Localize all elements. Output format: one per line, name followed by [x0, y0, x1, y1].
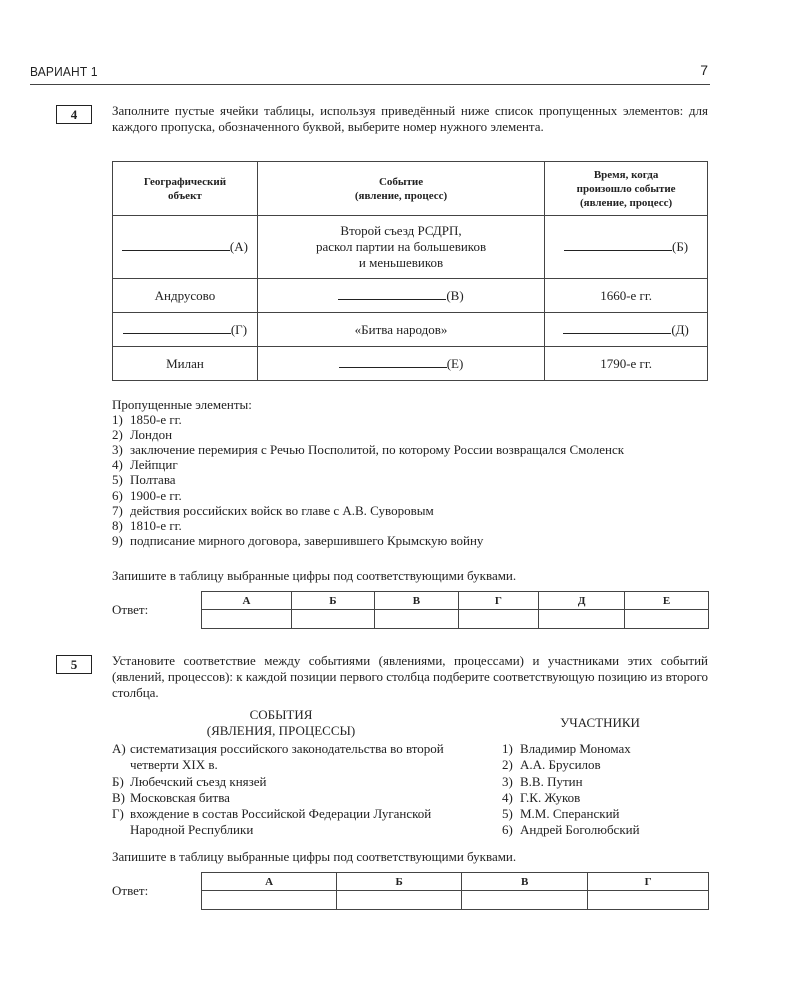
gap-letter: (Г) — [230, 321, 248, 337]
list-item — [112, 806, 447, 839]
item-number: 6) — [502, 822, 513, 838]
answer-letter: В — [375, 592, 459, 610]
gap-letter: (Д) — [671, 321, 689, 337]
item-number: 2) — [112, 427, 123, 443]
task-4-answer-table — [201, 591, 709, 629]
header-time — [545, 162, 708, 216]
header-divider — [30, 84, 710, 85]
variant-title: ВАРИАНТ 1 — [30, 64, 98, 79]
item-number: 5) — [112, 472, 123, 488]
task-4-number-box: 4 — [56, 105, 92, 124]
answer-cell-g[interactable] — [588, 891, 709, 910]
cell-time-gap-d[interactable] — [545, 313, 708, 347]
answer-letter: Д — [539, 592, 625, 610]
item-text: 1850-е гг. — [130, 412, 182, 428]
answer-cell-v[interactable] — [462, 891, 588, 910]
header-line: (явление, процесс) — [579, 196, 673, 209]
header-line: (явление, процесс) — [354, 189, 448, 202]
item-text: заключение перемирия с Речью Посполитой, по которому России возвращался Смоленск — [130, 442, 625, 458]
answer-cell-d[interactable] — [539, 610, 625, 629]
answer-letter: Б — [291, 592, 374, 610]
task-5-number-box: 5 — [56, 655, 92, 674]
task-4-answer-label: Ответ: — [112, 602, 149, 617]
cell-time: 1790-е гг. — [545, 347, 708, 381]
cell-place: Андрусово — [113, 279, 258, 313]
item-number: 4) — [112, 457, 123, 473]
item-number: 9) — [112, 532, 123, 548]
cell-time: 1660-е гг. — [545, 279, 708, 313]
item-text: М.М. Сперанский — [520, 806, 620, 822]
item-text: Лондон — [130, 427, 173, 443]
list-item — [502, 757, 712, 773]
item-number: 1) — [112, 412, 123, 428]
list-item — [502, 774, 712, 790]
header-geo-object — [113, 162, 258, 216]
table-row — [113, 216, 708, 279]
table-row — [113, 347, 708, 381]
gap-letter: (Е) — [446, 355, 464, 371]
cell-event: «Битва народов» — [257, 313, 544, 347]
task-4-instruction: Заполните пустые ячейки таблицы, используя приведённый ниже список пропущенных элементов: для каждого пропуска, обозначенного буквой, выберите номер нужного элемента. — [112, 103, 708, 134]
item-text: действия российских войск во главе с А.В. Суворовым — [130, 502, 434, 518]
item-text: систематизация российского законодательства во второй четверти XIX в. — [130, 741, 444, 773]
event-line: раскол партии на большевиков — [315, 239, 487, 254]
events-column-header — [112, 707, 450, 739]
participants-list — [502, 741, 712, 839]
item-number: 1) — [502, 741, 513, 756]
events-list — [112, 741, 447, 839]
list-item — [502, 790, 712, 806]
item-number: 3) — [112, 442, 123, 458]
page-number: 7 — [700, 62, 708, 78]
item-text: Полтава — [130, 472, 176, 488]
list-item — [112, 518, 708, 533]
header-line: Географический — [143, 175, 227, 188]
missing-elements-list — [112, 397, 708, 548]
answer-letter: Б — [337, 873, 462, 891]
item-text: Московская битва — [130, 789, 230, 805]
header-line: Событие — [378, 175, 424, 188]
list-item — [112, 503, 708, 518]
cell-event — [257, 216, 544, 279]
item-number: 7) — [112, 502, 123, 518]
cell-place-gap-g[interactable] — [113, 313, 258, 347]
item-text: 1810-е гг. — [130, 517, 182, 533]
item-number: 3) — [502, 773, 513, 789]
task-4-write-instruction: Запишите в таблицу выбранные цифры под соответствующими буквами. — [112, 568, 517, 583]
list-item — [112, 774, 447, 790]
task-5-write-instruction: Запишите в таблицу выбранные цифры под соответствующими буквами. — [112, 849, 517, 864]
answer-letter: Г — [458, 592, 538, 610]
missing-elements-title: Пропущенные элементы: — [112, 397, 252, 412]
header-line: (ЯВЛЕНИЯ, ПРОЦЕССЫ) — [206, 723, 356, 738]
answer-letter: А — [202, 873, 337, 891]
list-item — [502, 741, 712, 757]
answer-letter: А — [202, 592, 292, 610]
header-line: СОБЫТИЯ — [249, 707, 313, 722]
answer-cell-a[interactable] — [202, 891, 337, 910]
cell-place: Милан — [113, 347, 258, 381]
table-row — [113, 279, 708, 313]
blank-line — [563, 323, 671, 334]
answer-letter: Е — [625, 592, 709, 610]
list-item — [112, 457, 708, 472]
task-5-answer-table — [201, 872, 709, 910]
answer-cell-v[interactable] — [375, 610, 459, 629]
list-item — [502, 822, 712, 838]
gap-letter: (В) — [446, 287, 464, 303]
list-item — [112, 488, 708, 503]
item-text: подписание мирного договора, завершившего Крымскую войну — [130, 532, 484, 548]
list-item — [112, 472, 708, 487]
header-line: Время, когда — [593, 168, 659, 181]
item-letter: Г) — [112, 806, 124, 822]
cell-place-gap-a[interactable] — [113, 216, 258, 279]
item-number: 4) — [502, 789, 513, 805]
event-line: Второй съезд РСДРП, — [340, 223, 462, 238]
cell-time-gap-b[interactable] — [545, 216, 708, 279]
task-4-table — [112, 161, 708, 381]
item-text: А.А. Брусилов — [520, 757, 601, 773]
item-text: Владимир Мономах — [520, 741, 631, 756]
event-line: и меньшевиков — [358, 255, 444, 270]
answer-cell-b[interactable] — [291, 610, 374, 629]
list-item — [112, 412, 708, 427]
table-row — [113, 313, 708, 347]
answer-cell-b[interactable] — [337, 891, 462, 910]
blank-line — [122, 240, 230, 251]
blank-line — [123, 323, 231, 334]
list-item — [112, 533, 708, 548]
header-line: произошло событие — [576, 182, 676, 195]
item-text: Любечский съезд князей — [130, 773, 267, 789]
item-letter: А) — [112, 741, 126, 756]
item-text: Лейпциг — [130, 457, 178, 473]
item-text: Андрей Боголюбский — [520, 822, 640, 838]
item-text: 1900-е гг. — [130, 487, 182, 503]
item-text: вхождение в состав Российской Федерации Луганской Народной Республики — [130, 806, 432, 838]
gap-letter: (А) — [229, 239, 248, 254]
header-event — [257, 162, 544, 216]
list-item — [112, 790, 447, 806]
list-item — [502, 806, 712, 822]
list-item — [112, 427, 708, 442]
item-text: Г.К. Жуков — [520, 789, 581, 805]
item-number: 6) — [112, 487, 123, 503]
blank-line — [338, 289, 446, 300]
item-text: В.В. Путин — [520, 773, 583, 789]
answer-letter: Г — [588, 873, 709, 891]
participants-column-header: УЧАСТНИКИ — [560, 715, 640, 730]
item-letter: Б) — [112, 773, 124, 789]
header-line: объект — [168, 189, 202, 202]
item-number: 8) — [112, 517, 123, 533]
answer-cell-e[interactable] — [625, 610, 709, 629]
blank-line — [564, 240, 672, 251]
item-number: 5) — [502, 806, 513, 822]
answer-cell-g[interactable] — [458, 610, 538, 629]
task-4-table-header-row — [113, 162, 708, 216]
list-item — [112, 741, 447, 774]
blank-line — [339, 357, 447, 368]
answer-cell-a[interactable] — [202, 610, 292, 629]
task-5-answer-label: Ответ: — [112, 883, 149, 898]
answer-letter: В — [462, 873, 588, 891]
task-5-instruction: Установите соответствие между событиями (явлениями, процессами) и участниками этих событий (явлений, процессов): к каждой позиции первого столбца подберите соответствующую позицию из второго столбца. — [112, 653, 708, 700]
gap-letter: (Б) — [672, 239, 689, 254]
cell-event-gap-v[interactable] — [257, 279, 544, 313]
item-number: 2) — [502, 757, 513, 773]
list-item — [112, 442, 708, 457]
item-letter: В) — [112, 789, 125, 805]
cell-event-gap-e[interactable] — [257, 347, 544, 381]
